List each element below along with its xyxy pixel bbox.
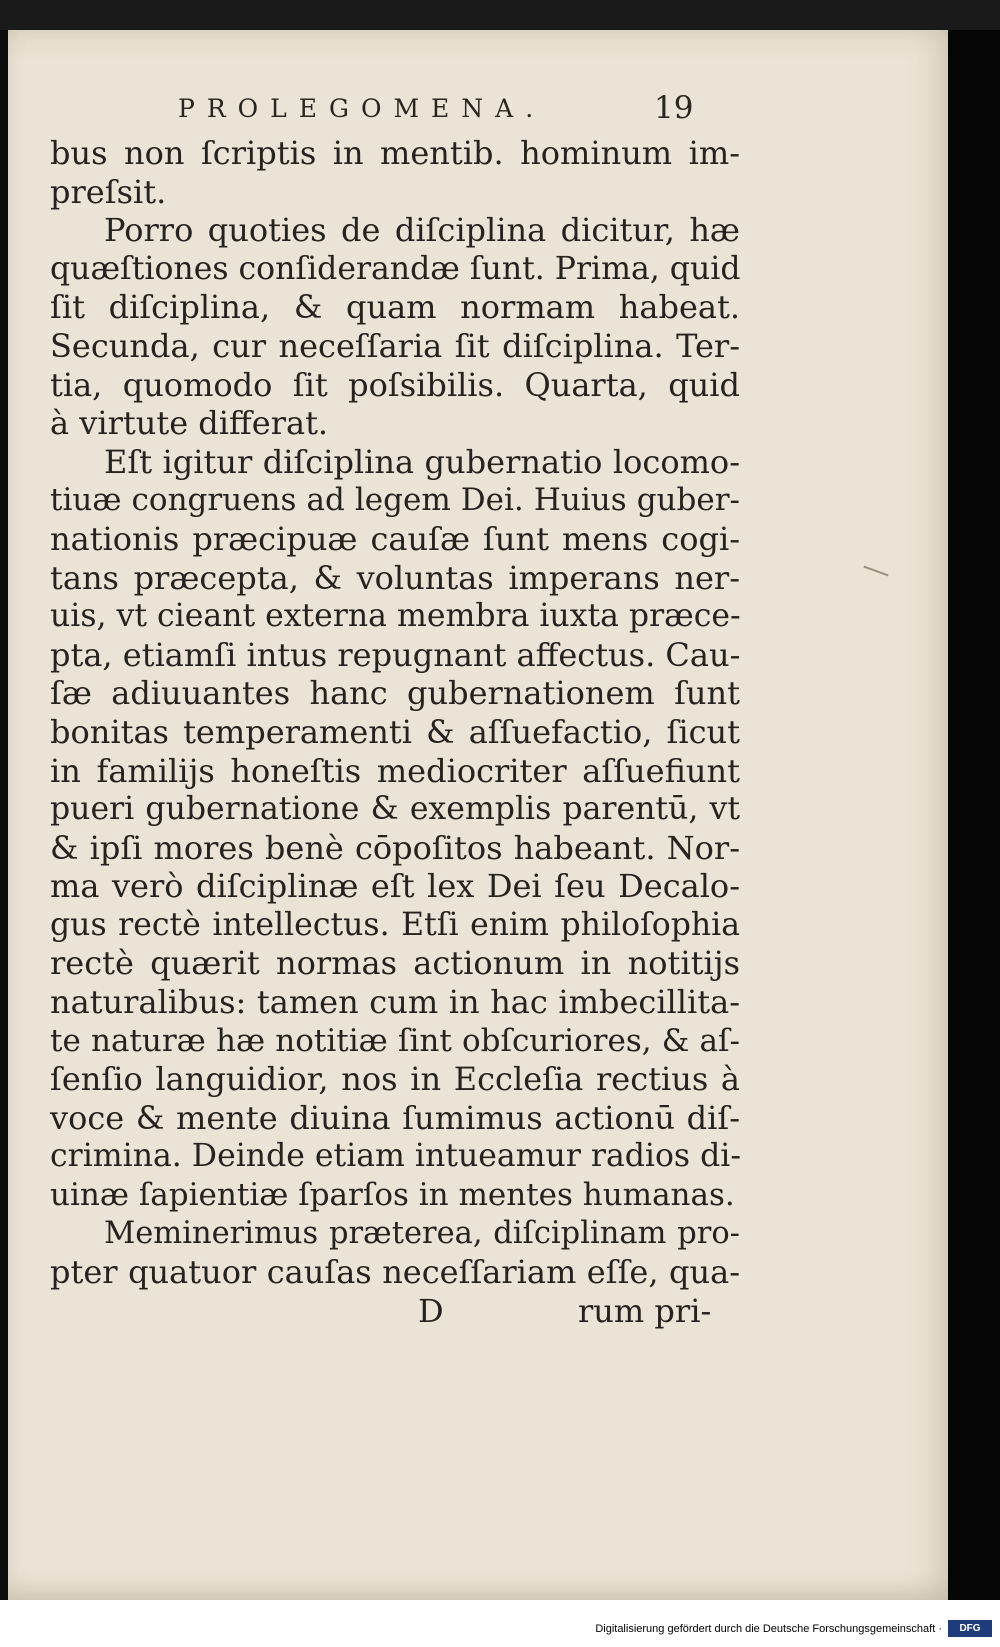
- text-line: à virtute differat.: [50, 404, 329, 443]
- text-line: in familijs honeſtis mediocriter aſſuefiunt: [50, 751, 740, 790]
- text-line: ma verò diſciplinæ eſt lex Dei ſeu Decalo-: [50, 867, 740, 906]
- text-line: uis, vt cieant externa membra iuxta præce-: [50, 598, 741, 635]
- text-line: bonitas temperamenti & aſſuefactio, ſicut: [50, 712, 740, 751]
- footer-bar: [0, 1600, 1000, 1647]
- text-line: pta, etiamſi intus repugnant affectus. Cau-: [50, 635, 741, 674]
- text-line: voce & mente diuina ſumimus actionū diſ-: [50, 1098, 740, 1137]
- text-line: & ipſi mores benè cōpoſitos habeant. Nor-: [50, 828, 740, 867]
- running-head-title: PROLEGOMENA.: [178, 94, 546, 123]
- scan-background-edge: [948, 30, 1000, 1600]
- text-line: pter quatuor cauſas neceſſariam eſſe, qua-: [50, 1253, 740, 1292]
- text-line: te naturæ hæ notitiæ ſint obſcuriores, & aſ-: [50, 1022, 740, 1059]
- signature-row: [50, 1292, 740, 1331]
- text-line: tiuæ congruens ad legem Dei. Huius guber-: [50, 482, 740, 519]
- text-line: uinæ ſapientiæ ſparſos in mentes humanas.: [50, 1177, 735, 1214]
- text-line: rectè quærit normas actionum in notitijs: [50, 944, 740, 983]
- text-line: Secunda, cur neceſſaria ſit diſciplina. Ter-: [50, 326, 740, 365]
- text-line: preſsit.: [50, 172, 167, 211]
- body-text: [50, 134, 740, 1330]
- text-line: pueri gubernatione & exemplis parentū, vt: [50, 791, 740, 828]
- text-line: ſæ adiuuantes hanc gubernationem ſunt: [50, 674, 740, 713]
- margin-mark: [863, 566, 888, 577]
- book-page: [8, 30, 956, 1600]
- text-line: Meminerimus præterea, diſciplinam pro-: [104, 1215, 740, 1251]
- text-line: Porro quoties de diſciplina dicitur, hæ: [104, 211, 740, 250]
- text-line: tans præcepta, & voluntas imperans ner-: [50, 558, 740, 597]
- text-line: crimina. Deinde etiam intueamur radios di-: [50, 1138, 741, 1175]
- text-line: ſit diſciplina, & quam normam habeat.: [50, 288, 740, 327]
- running-head: [8, 90, 956, 134]
- signature-mark: D: [418, 1291, 444, 1330]
- scan-background-top: [0, 0, 1000, 30]
- page-number: 19: [654, 90, 694, 126]
- text-line: ſenſio languidior, nos in Eccleſia rectius à: [50, 1060, 740, 1099]
- catchword: rum pri-: [578, 1291, 712, 1330]
- text-line: nationis præcipuæ cauſæ ſunt mens cogi-: [50, 519, 740, 558]
- dfg-logo: DFG: [948, 1620, 992, 1637]
- footer-credit: Digitalisierung gefördert durch die Deutsche Forschungsgemeinschaft ·: [595, 1623, 942, 1635]
- text-line: gus rectè intellectus. Etſi enim philoſophia: [50, 906, 740, 943]
- text-line: tia, quomodo ſit poſsibilis. Quarta, quid: [50, 365, 740, 404]
- text-line: naturalibus: tamen cum in hac imbecillita-: [50, 983, 740, 1022]
- text-line: Eſt igitur diſciplina gubernatio locomo-: [104, 442, 740, 481]
- text-line: quæſtiones conſiderandæ ſunt. Prima, quid: [50, 250, 741, 287]
- text-line: bus non ſcriptis in mentib. hominum im-: [50, 134, 740, 172]
